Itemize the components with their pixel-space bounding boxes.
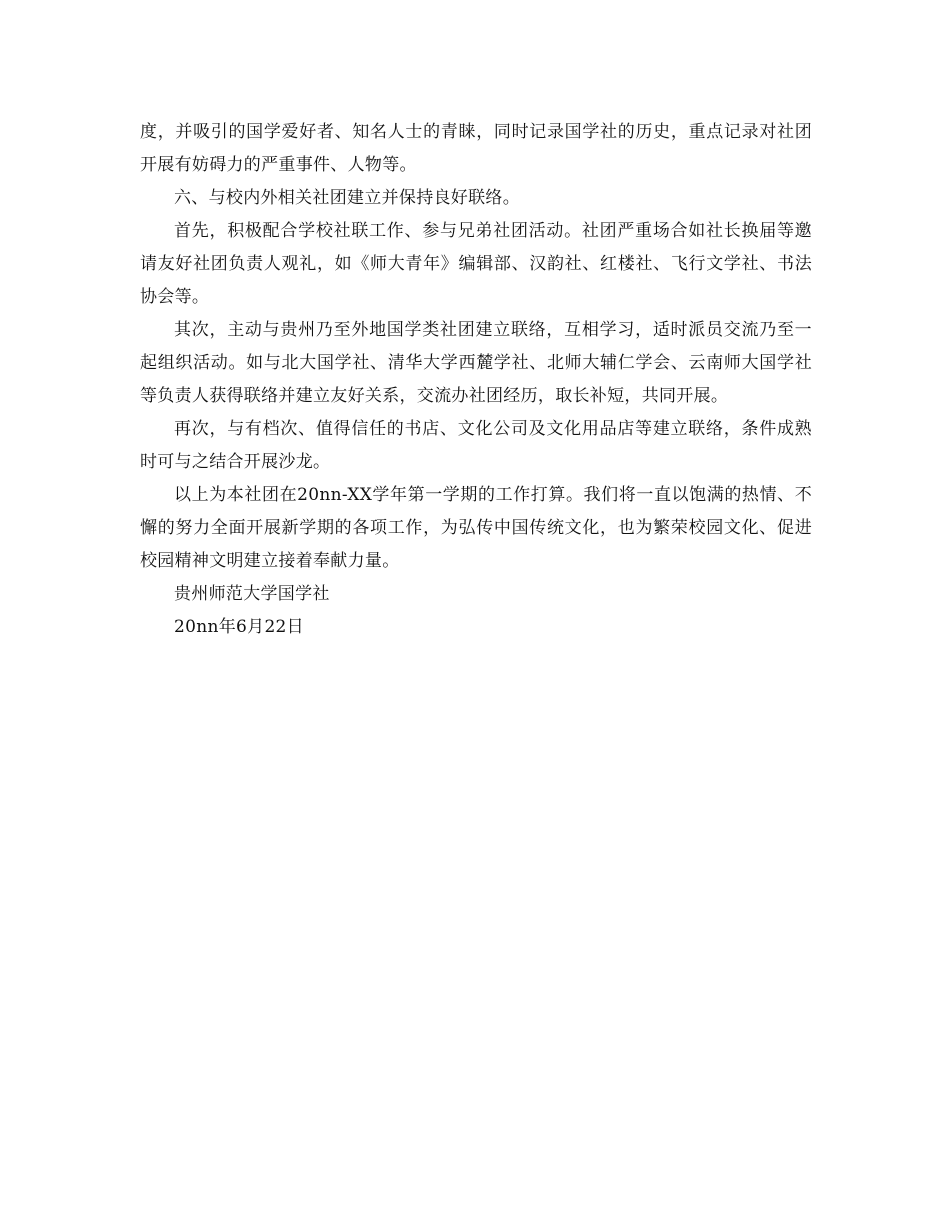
signature-organization: 贵州师范大学国学社 xyxy=(174,584,330,604)
paragraph-first: 首先，积极配合学校社联工作、参与兄弟社团活动。社团严重场合如社长换届等邀请友好社团负责人观礼，如《师大青年》编辑部、汉韵社、红楼社、飞行文学社、书法协会等。 xyxy=(140,221,812,307)
document-body xyxy=(140,116,812,644)
paragraph-continuation: 度，并吸引的国学爱好者、知名人士的青睐，同时记录国学社的历史，重点记录对社团开展有妨碍力的严重事件、人物等。 xyxy=(140,122,812,175)
signature-date: 20nn年6月22日 xyxy=(174,617,304,637)
paragraph-section-six-heading: 六、与校内外相关社团建立并保持良好联络。 xyxy=(174,188,520,208)
paragraph-third: 再次，与有档次、值得信任的书店、文化公司及文化用品店等建立联络，条件成熟时可与之结合开展沙龙。 xyxy=(140,419,812,472)
paragraph-conclusion: 以上为本社团在20nn-XX学年第一学期的工作打算。我们将一直以饱满的热情、不懈的努力全面开展新学期的各项工作，为弘传中国传统文化，也为繁荣校园文化、促进校园精神文明建立接着奉献力量。 xyxy=(140,485,812,571)
paragraph-second: 其次，主动与贵州乃至外地国学类社团建立联络，互相学习，适时派员交流乃至一起组织活动。如与北大国学社、清华大学西麓学社、北师大辅仁学会、云南师大国学社等负责人获得联络并建立友好关系，交流办社团经历，取长补短，共同开展。 xyxy=(140,320,812,406)
